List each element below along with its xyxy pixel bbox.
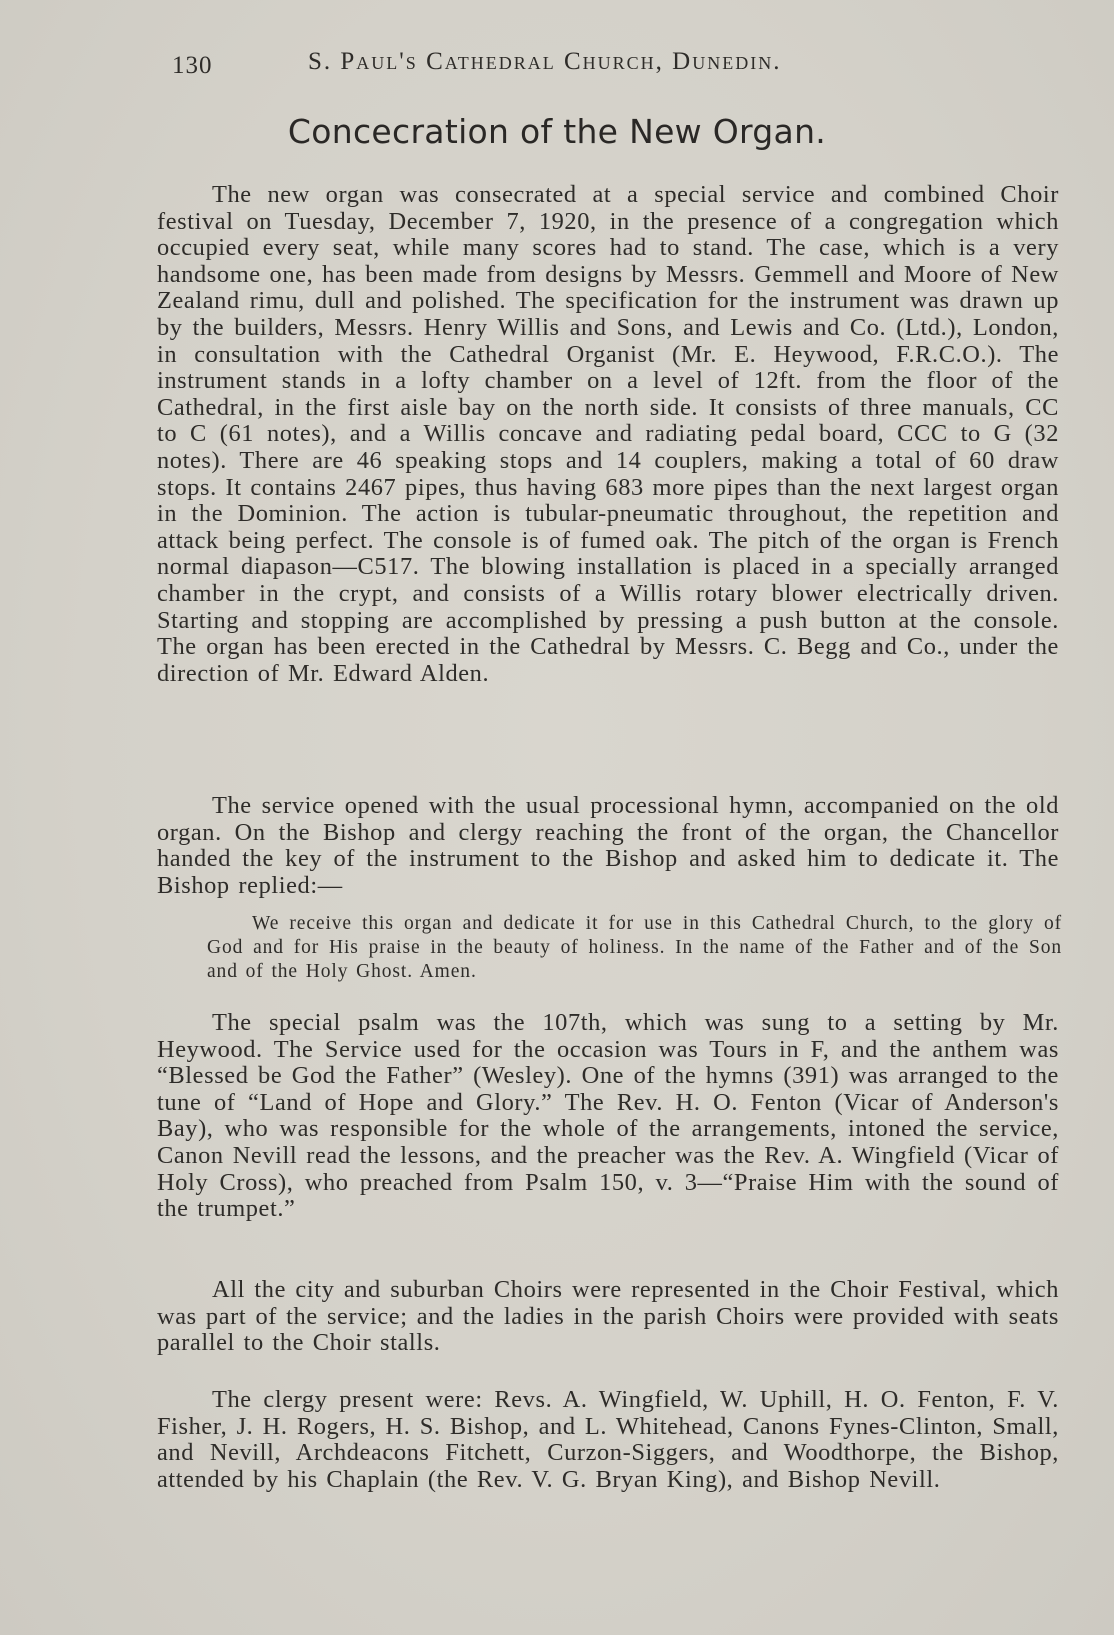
paragraph-psalm-and-anthem: The special psalm was the 107th, which was sung to a setting by Mr. Heywood. The Service used for the occasion was Tours in F, and the anthem was “Blessed be God the Father” (Wesley). One of the hymns (391) was arranged to the tune of “Land of Hope and Glory.” The Rev. H. O. Fenton (Vicar of Anderson's Bay), who was responsible for the whole of the arrangements, intoned the service, Canon Nevill read the lessons, and the preacher was the Rev. A. Wingfield (Vicar of Holy Cross), who preached from Psalm 150, v. 3—“Praise Him with the sound of the trumpet.” xyxy=(157,1009,1059,1223)
dedication-quote: We receive this organ and dedicate it for use in this Cathedral Church, to the glory of God and for His praise in the beauty of holiness. In the name of the Father and of the Son and of the Holy Ghost. Amen. xyxy=(207,913,1062,982)
running-title: S. Paul's Cathedral Church, Dunedin. xyxy=(308,48,782,75)
paragraph-service-opening: The service opened with the usual processional hymn, accompanied on the old organ. On the Bishop and clergy reaching the front of the organ, the Chancellor handed the key of the instrument to the Bishop and asked him to dedicate it. The Bishop replied:— xyxy=(157,792,1059,899)
paragraph-choir-festival: All the city and suburban Choirs were represented in the Choir Festival, which was part of the service; and the ladies in the parish Choirs were provided with seats parallel to the Choir stalls. xyxy=(157,1276,1059,1357)
article-title: Concecration of the New Organ. xyxy=(287,112,827,151)
paragraph-clergy-present: The clergy present were: Revs. A. Wingfield, W. Uphill, H. O. Fenton, F. V. Fisher, J. H. Rogers, H. S. Bishop, and L. Whitehead, Canons Fynes-Clinton, Small, and Nevill, Archdeacons Fitchett, Curzon-Siggers, and Woodthorpe, the Bishop, attended by his Chaplain (the Rev. V. G. Bryan King), and Bishop Nevill. xyxy=(157,1386,1059,1493)
paragraph-organ-description: The new organ was consecrated at a special service and combined Choir festival on Tuesday, December 7, 1920, in the presence of a congregation which occupied every seat, while many scores had to stand. The case, which is a very handsome one, has been made from designs by Messrs. Gemmell and Moore of New Zealand rimu, dull and polished. The specification for the instrument was drawn up by the builders, Messrs. Henry Willis and Sons, and Lewis and Co. (Ltd.), London, in consultation with the Cathedral Organist (Mr. E. Heywood, F.R.C.O.). The instrument stands in a lofty chamber on a level of 12ft. from the floor of the Cathedral, in the first aisle bay on the north side. It consists of three manuals, CC to C (61 notes), and a Willis concave and radiating pedal board, CCC to G (32 notes). There are 46 speaking stops and 14 couplers, making a total of 60 draw stops. It contains 2467 pipes, thus having 683 more pipes than the next largest organ in the Dominion. The action is tubular-pneumatic throughout, the repetition and attack being perfect. The console is of fumed oak. The pitch of the organ is French normal diapason—C517. The blowing installation is placed in a specially arranged chamber in the crypt, and consists of a Willis rotary blower electrically driven. Starting and stopping are accomplished by pressing a push button at the console. The organ has been erected in the Cathedral by Messrs. C. Begg and Co., under the direction of Mr. Edward Alden. xyxy=(157,181,1059,687)
page-number: 130 xyxy=(172,52,213,79)
running-head xyxy=(172,48,912,82)
